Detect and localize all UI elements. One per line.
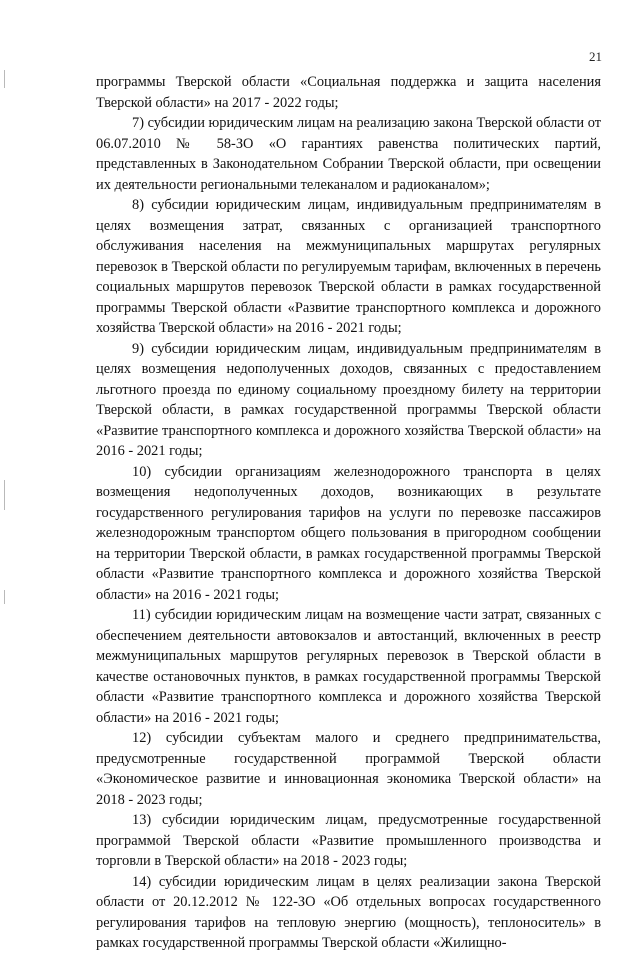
paragraph: 9) субсидии юридическим лицам, индивидуальным предпринимателям в целях возмещения недополученных доходов, связанных с предоставлением льготного проезда по единому социальному проездному билету на территории Тверской области, в рамках государственной программы Тверской области «Развитие транспортного комплекса и дорожного хозяйства Тверской области» на 2016 - 2021 годы; [96, 340, 601, 459]
body-text [96, 72, 601, 954]
paragraph: 8) субсидии юридическим лицам, индивидуальным предпринимателям в целях возмещения затрат, связанных с организацией транспортного обслуживания населения на межмуниципальных маршрутах регулярных перевозок в Тверской области по регулируемым тарифам, включенных в перечень социальных маршрутов перевозок Тверской области в рамках государственной программы Тверской области «Развитие транспортного комплекса и дорожного хозяйства Тверской области» на 2016 - 2021 годы; [96, 197, 601, 336]
paragraph: 11) субсидии юридическим лицам на возмещение части затрат, связанных с обеспечением деятельности автовокзалов и автостанций, включенных в реестр межмуниципальных маршрутов регулярных перевозок в Тверской области в качестве остановочных пунктов, в рамках государственной программы Тверской области «Развитие транспортного комплекса и дорожного хозяйства Тверской области» на 2016 - 2021 годы; [96, 607, 601, 726]
page-number: 21 [589, 49, 602, 64]
paragraph: 12) субсидии субъектам малого и среднего предпринимательства, предусмотренные государственной программой Тверской области «Экономическое развитие и инновационная экономика Тверской области» на 2018 - 2023 годы; [96, 730, 601, 808]
paragraph: программы Тверской области «Социальная поддержка и защита населения Тверской области» на 2017 - 2022 годы; [96, 74, 601, 111]
scan-artifact-mark [4, 590, 5, 604]
paragraph: 14) субсидии юридическим лицам в целях реализации закона Тверской области от 20.12.2012 № 122-ЗО «Об отдельных вопросах государственного регулирования тарифов на тепловую энергию (мощность), теплоноситель» в рамках государственной программы Тверской области «Жилищно- [96, 873, 601, 951]
paragraph: 7) субсидии юридическим лицам на реализацию закона Тверской области от 06.07.2010 № 58-ЗО «О гарантиях равенства политических партий, представленных в Законодательном Собрании Тверской области, при освещении их деятельности региональными телеканалом и радиоканалом»; [96, 115, 602, 193]
scan-artifact-mark [4, 480, 5, 510]
scan-artifact-mark [4, 70, 5, 88]
paragraph: 13) субсидии юридическим лицам, предусмотренные государственной программой Тверской области «Развитие промышленного производства и торговли в Тверской области» на 2018 - 2023 годы; [96, 812, 601, 869]
paragraph: 10) субсидии организациям железнодорожного транспорта в целях возмещения недополученных доходов, возникающих в результате государственного регулирования тарифов на услуги по перевозке пассажиров железнодорожным транспортом общего пользования в пригородном сообщении на территории Тверской области, в рамках государственной программы Тверской области «Развитие транспортного комплекса и дорожного хозяйства Тверской области» на 2016 - 2021 годы; [96, 463, 601, 603]
